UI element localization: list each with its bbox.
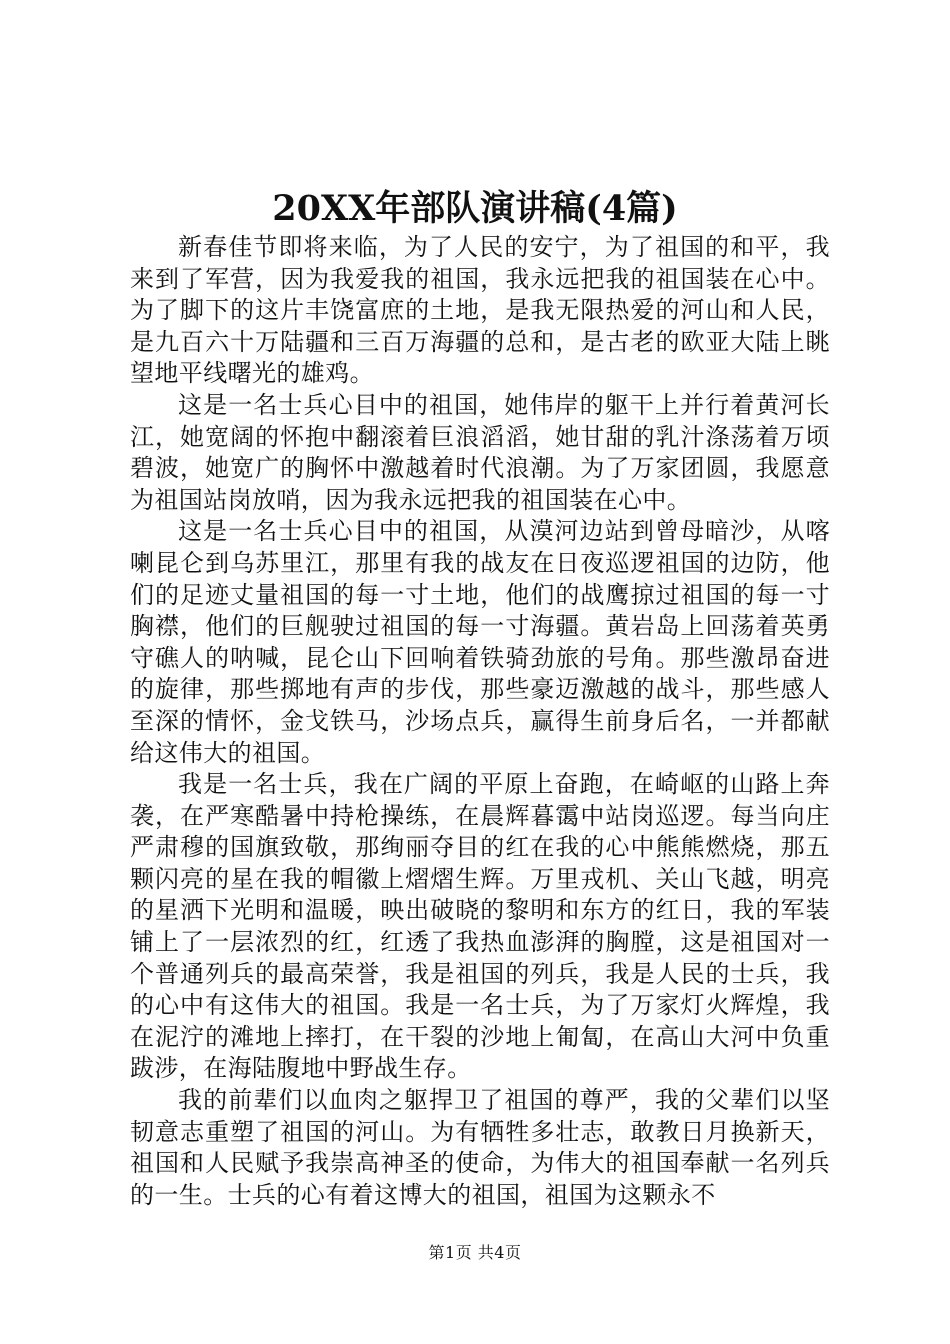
document-title: 20XX年部队演讲稿(4篇) [272, 188, 678, 229]
document-body [130, 232, 830, 1211]
paragraph-3: 这是一名士兵心目中的祖国，从漠河边站到曾母暗沙，从喀喇昆仑到乌苏里江，那里有我的战友在日夜巡逻祖国的边防，他们的足迹丈量祖国的每一寸土地，他们的战鹰掠过祖国的每一寸胸襟，他们的巨舰驶过祖国的每一寸海疆。黄岩岛上回荡着英勇守礁人的呐喊，昆仑山下回响着铁骑劲旅的号角。那些激昂奋进的旋律，那些掷地有声的步伐，那些豪迈激越的战斗，那些感人至深的情怀，金戈铁马，沙场点兵，赢得生前身后名，一并都献给这伟大的祖国。 [130, 517, 830, 767]
paragraph-5: 我的前辈们以血肉之躯捍卫了祖国的尊严，我的父辈们以坚韧意志重塑了祖国的河山。为有牺牲多壮志，敢教日月换新天，祖国和人民赋予我崇高神圣的使命，为伟大的祖国奉献一名列兵的一生。士兵的心有着这博大的祖国，祖国为这颗永不 [130, 1086, 830, 1209]
paragraph-4: 我是一名士兵，我在广阔的平原上奋跑，在崎岖的山路上奔袭，在严寒酷暑中持枪操练，在晨辉暮霭中站岗巡逻。每当向庄严肃穆的国旗致敬，那绚丽夺目的红在我的心中熊熊燃烧，那五颗闪亮的星在我的帽徽上熠熠生辉。万里戎机、关山飞越，明亮的星洒下光明和温暖，映出破晓的黎明和东方的红日，我的军装铺上了一层浓烈的红，红透了我热血澎湃的胸膛，这是祖国对一个普通列兵的最高荣誉，我是祖国的列兵，我是人民的士兵，我的心中有这伟大的祖国。我是一名士兵，为了万家灯火辉煌，我在泥泞的滩地上摔打，在干裂的沙地上匍匐，在高山大河中负重跋涉，在海陆腹地中野战生存。 [130, 770, 830, 1083]
paragraph-2: 这是一名士兵心目中的祖国，她伟岸的躯干上并行着黄河长江，她宽阔的怀抱中翻滚着巨浪滔滔，她甘甜的乳汁涤荡着万顷碧波，她宽广的胸怀中激越着时代浪潮。为了万家团圆，我愿意为祖国站岗放哨，因为我永远把我的祖国装在心中。 [130, 390, 830, 514]
paragraph-1: 新春佳节即将来临，为了人民的安宁，为了祖国的和平，我来到了军营，因为我爱我的祖国，我永远把我的祖国装在心中。为了脚下的这片丰饶富庶的土地，是我无限热爱的河山和人民，是九百六十万陆疆和三百万海疆的总和，是古老的欧亚大陆上眺望地平线曙光的雄鸡。 [130, 233, 830, 388]
page-footer: 第1页 共4页 [428, 1243, 522, 1262]
